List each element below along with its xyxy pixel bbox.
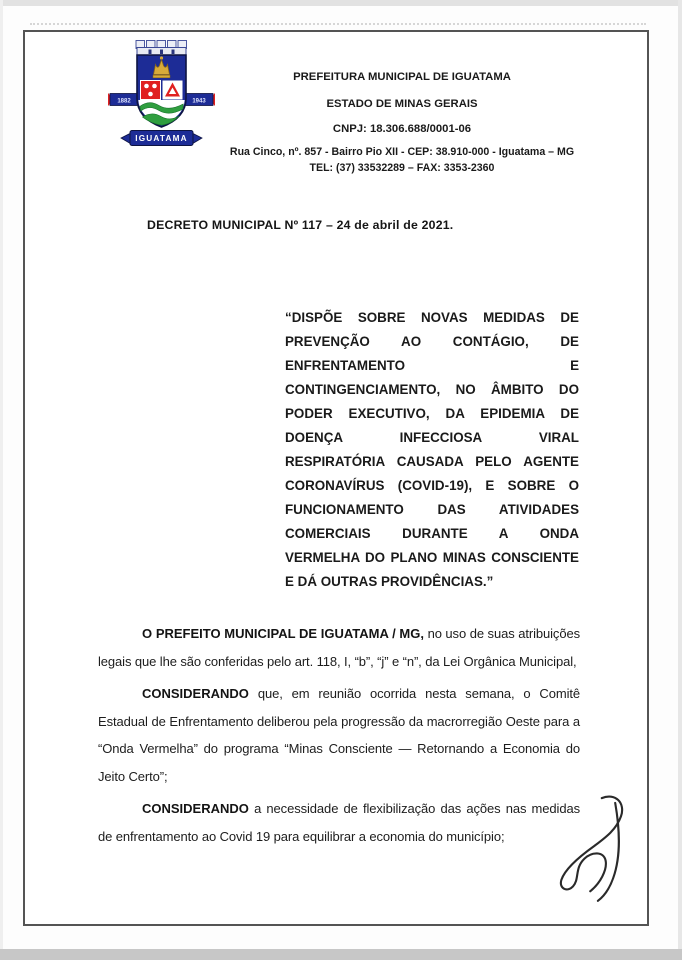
scan-edge-right xyxy=(678,0,682,960)
signature-stroke xyxy=(548,793,644,905)
ementa-line: COMERCIAIS DURANTE A ONDA xyxy=(285,526,579,541)
ementa-line: CONTINGENCIAMENTO, NO ÂMBITO DO xyxy=(285,382,579,397)
red-quarter xyxy=(141,81,161,100)
paragraph-lead: CONSIDERANDO xyxy=(142,686,249,701)
ementa-line: VERMELHA DO PLANO MINAS CONSCIENTE xyxy=(285,550,579,565)
phone-fax-line: TEL: (37) 33532289 – FAX: 3353-2360 xyxy=(309,162,495,174)
org-name: PREFEITURA MUNICIPAL DE IGUATAMA xyxy=(293,71,511,83)
mural-crown-icon xyxy=(136,41,187,57)
paragraph-preamble xyxy=(98,620,580,675)
paragraph-considerando-1 xyxy=(98,680,580,790)
address-line: Rua Cinco, nº. 857 - Bairro Pio XII - CEP: 38.910-000 - Iguatama – MG xyxy=(229,146,575,158)
paragraph-lead: O PREFEITO MUNICIPAL DE IGUATAMA / MG, xyxy=(142,626,424,641)
ementa-line: FUNCIONAMENTO DAS ATIVIDADES xyxy=(285,502,579,517)
scan-edge-left xyxy=(0,0,3,960)
ementa-line: RESPIRATÓRIA CAUSADA PELO AGENTE xyxy=(285,454,579,469)
state-name: ESTADO DE MINAS GERAIS xyxy=(326,98,478,110)
paragraph-text: a necessidade de flexibilização das ações nas medidas de enfrentamento ao Covid 19 para equilibrar a economia do município; xyxy=(98,801,580,844)
ementa-line: DOENÇA INFECCIOSA VIRAL xyxy=(285,430,579,445)
ementa-line: E DÁ OUTRAS PROVIDÊNCIAS.” xyxy=(285,574,494,589)
ementa-line: CORONAVÍRUS (COVID-19), E SOBRE O xyxy=(285,478,579,493)
handwritten-signature xyxy=(548,793,644,905)
decree-title: DECRETO MUNICIPAL Nº 117 – 24 de abril de 2021. xyxy=(147,218,454,232)
scan-artifact-dotted-line xyxy=(30,23,646,25)
ementa-line: PREVENÇÃO AO CONTÁGIO, DE xyxy=(285,334,579,349)
letterhead xyxy=(172,70,632,175)
crest-banner-text: IGUATAMA xyxy=(135,134,188,144)
page-border-frame xyxy=(23,30,649,926)
ementa-line: “DISPÕE SOBRE NOVAS MEDIDAS DE xyxy=(285,310,579,325)
ementa-block xyxy=(285,306,579,594)
paragraph-text: que, em reunião ocorrida nesta semana, o Comitê Estadual de Enfrentamento deliberou pela progressão da macrorregião Oeste para a “Onda Vermelha” do programa “Minas Consciente — Retornando a Economia do Jeito Certo”; xyxy=(98,686,580,784)
ementa-line: PODER EXECUTIVO, DA EPIDEMIA DE xyxy=(285,406,579,421)
cnpj-line: CNPJ: 18.306.688/0001-06 xyxy=(332,123,472,135)
ementa-line: ENFRENTAMENTO E xyxy=(285,358,579,373)
scan-edge-top xyxy=(0,0,682,6)
crest-year-left: 1882 xyxy=(117,98,131,105)
decree-body xyxy=(98,620,580,855)
paragraph-text: no uso de suas atribuições legais que lhe são conferidas pelo art. 118, I, “b”, “j” e “n”, da Lei Orgânica Municipal, xyxy=(98,626,580,669)
paragraph-considerando-2 xyxy=(98,795,580,850)
crest-year-right: 1943 xyxy=(192,98,206,105)
paragraph-lead: CONSIDERANDO xyxy=(142,801,249,816)
scan-edge-bottom xyxy=(0,949,682,960)
